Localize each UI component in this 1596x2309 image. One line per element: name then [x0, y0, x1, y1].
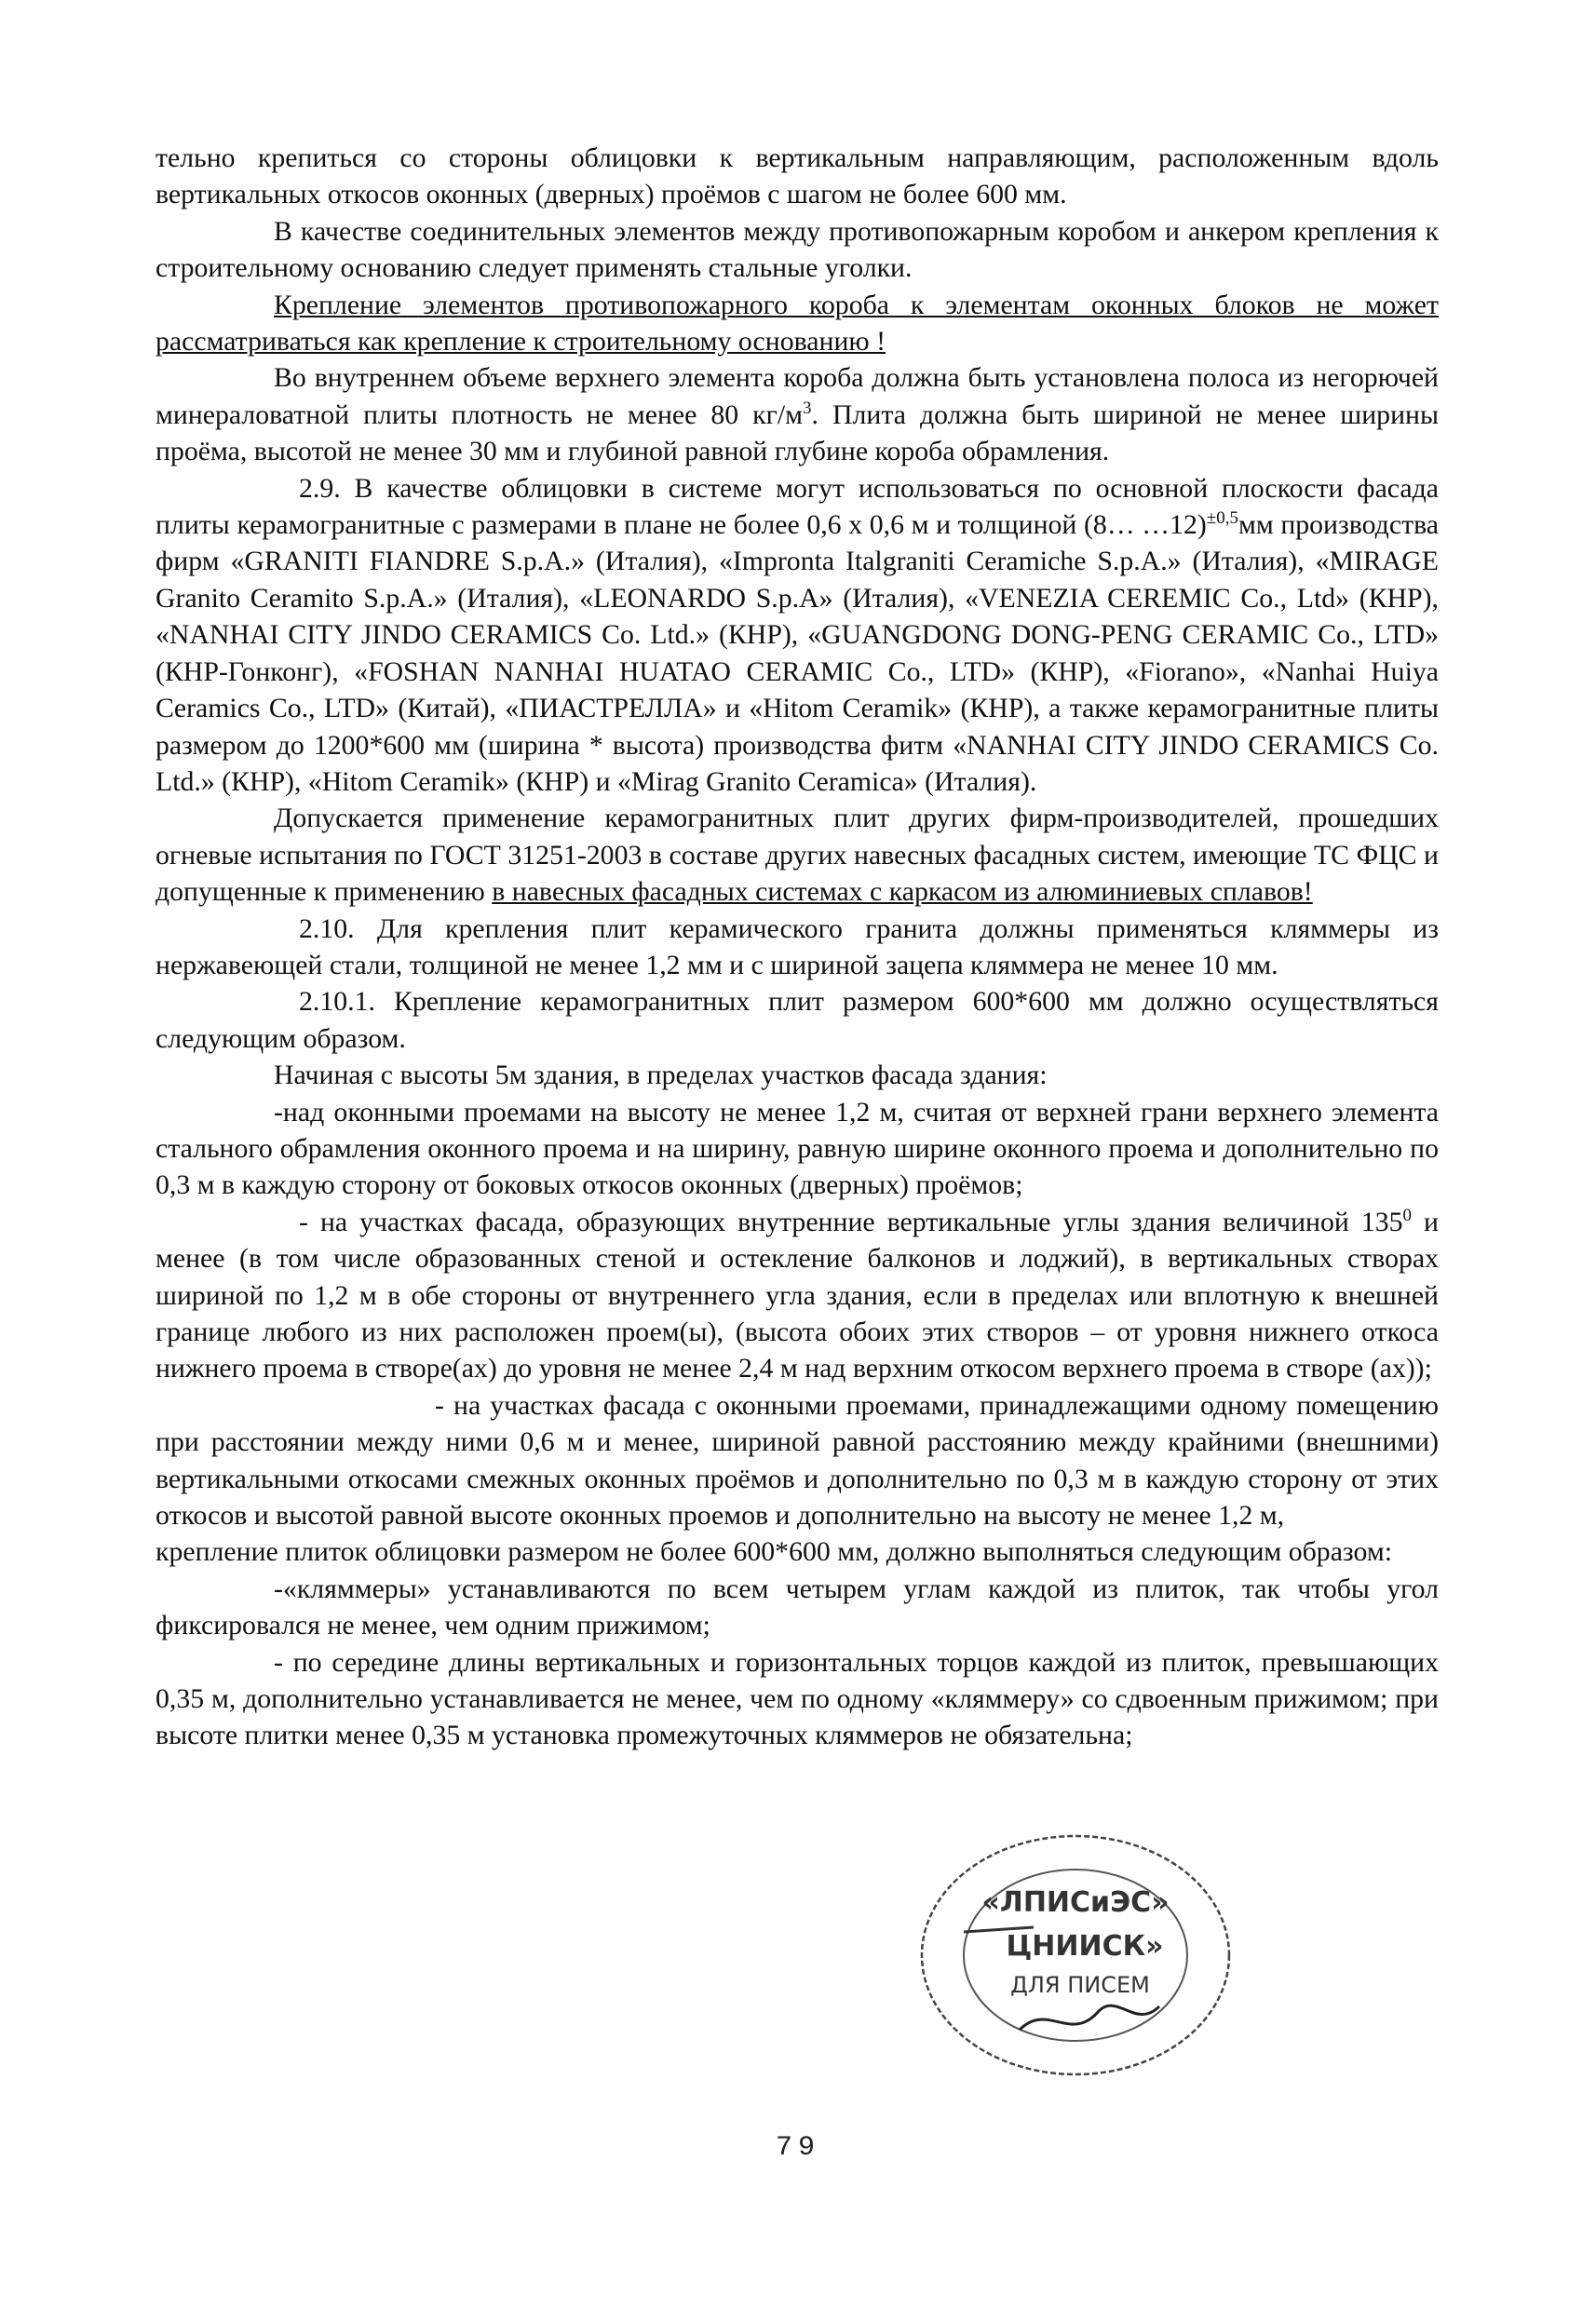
paragraph-2: В качестве соединительных элементов между противопожарным коробом и анкером крепления к строительному основанию следует применять стальные уголки. [156, 215, 1439, 284]
paragraph-3-underlined: Крепление элементов противопожарного короба к элементам оконных блоков не может рассматриваться как крепление к строительному основанию ! [156, 289, 1439, 358]
p11-text-a: - на участках фасада, образующих внутренние вертикальные углы здания величиной 135 [299, 1206, 1403, 1237]
p11-text-b: и менее (в том числе образованных стеной и остекление балконов и лоджий), в вертикальных створах шириной по 1,2 м в обе стороны от внутреннего угла здания, если в пределах или вплотную к внешней границе любого из них расположен проем(ы), (высота обоих этих створов – от уровня нижнего откоса нижнего проема в створе(ах) до уровня не менее 2,4 м над верхним откосом верхнего проема в створе (ах)); [156, 1206, 1439, 1384]
paragraph-11 [156, 1204, 1439, 1387]
p6-underlined: в навесных фасадных системах с каркасом из алюминиевых сплавов! [492, 876, 1313, 908]
p6-text-a: Допускается применение керамогранитных плит других фирм-производителей, прошедших огневые испытания по ГОСТ 31251-2003 в составе других навесных фасадных систем, имеющие ТС ФЦС и допущенные к применению [156, 803, 1439, 908]
p5-superscript: ±0,5 [1206, 508, 1238, 529]
stamp-line-1: «ЛПИСиЭС» [981, 1886, 1170, 1919]
p11-superscript: 0 [1402, 1205, 1413, 1225]
page-number: 79 [775, 2132, 820, 2164]
paragraph-4 [156, 359, 1439, 469]
paragraph-15: - по середине длины вертикальных и горизонтальных торцов каждой из плиток, превышающих 0,35 м, дополнительно устанавливается не менее, чем по одному «кляммеру» со сдвоенным прижимом; при высоте плитки менее 0,35 м установка промежуточных кляммеров не обязательна; [156, 1646, 1439, 1751]
paragraph-12: - на участках фасада с оконными проемами, принадлежащими одному помещению при расстоянии между ними 0,6 м и менее, шириной равной расстоянию между крайними (внешними) вертикальными откосами смежных оконных проёмов и дополнительно по 0,3 м в каждую сторону от этих откосов и высотой равной высоте оконных проемов и дополнительно на высоту не менее 1,2 м, [156, 1389, 1439, 1532]
paragraph-6 [156, 800, 1439, 910]
stamp-seal [908, 1820, 1243, 2086]
paragraph-10: -над оконными проемами на высоту не менее 1,2 м, считая от верхней грани верхнего элемента стального обрамления оконного проема и на ширину, равную ширине оконного проема и дополнительно по 0,3 м в каждую сторону от боковых откосов оконных (дверных) проёмов; [156, 1096, 1439, 1201]
paragraph-2-10-1: 2.10.1. Крепление керамогранитных плит размером 600*600 мм должно осуществляться следующим образом. [156, 986, 1439, 1054]
p5-text-a: 2.9. В качестве облицовки в системе могут использоваться по основной плоскости фасада плиты керамогранитные с размерами в плане не более 0,6 х 0,6 м и толщиной (8… …12) [156, 472, 1439, 541]
p4-superscript: 3 [803, 398, 812, 418]
document-body [156, 140, 1439, 1754]
p4-text-b: . Плита должна быть шириной не менее ширины проёма, высотой не менее 30 мм и глубиной равной глубине короба обрамления. [156, 398, 1439, 467]
p5-text-b: мм производства фирм «GRANITI FIANDRE S.p.A.» (Италия), «Impronta Italgraniti Ceramiche S.p.A.» (Италия), «MIRAGE Granito Ceramito S.p.A.» (Италия), «LEONARDO S.p.A» (Италия), «VENEZIA CEREMIC Co., Ltd» (КНР), «NANHAI CITY JINDO CERAMICS Co. Ltd.» (КНР), «GUANGDONG DONG-PENG CERAMIC Co., LTD» (КНР-Гонконг), «FOSHAN NANHAI HUATAO CERAMIC Co., LTD» (КНР), «Fiorano», «Nanhai Huiya Ceramics Co., LTD» (Китай), «ПИАСТРЕЛЛА» и «Hitom Ceramik» (КНР), а также керамогранитные плиты размером до 1200*600 мм (ширина * высота) производства фитм «NANHAI CITY JINDO CERAMICS Co. Ltd.» (КНР), «Hitom Ceramik» (КНР) и «Mirag Granito Ceramica» (Италия). [156, 509, 1439, 797]
stamp-line-2: ЦНИИСК» [1006, 1930, 1164, 1963]
paragraph-2-10: 2.10. Для крепления плит керамического гранита должны применяться кляммеры из нержавеющей стали, толщиной не менее 1,2 мм и с шириной зацепа кляммера не менее 10 мм. [156, 912, 1439, 980]
paragraph-9: Начиная с высоты 5м здания, в пределах участков фасада здания: [274, 1060, 1048, 1091]
paragraph-13: крепление плиток облицовки размером не более 600*600 мм, должно выполняться следующим образом: [156, 1536, 1392, 1568]
paragraph-1: тельно крепиться со стороны облицовки к вертикальным направляющим, расположенным вдоль вертикальных откосов оконных (дверных) проёмов с шагом не более 600 мм. [156, 142, 1439, 210]
p4-text-a: Во внутреннем объеме верхнего элемента короба должна быть установлена полоса из негорючей минераловатной плиты плотность не менее 80 кг/м [156, 362, 1439, 430]
paragraph-14: -«кляммеры» устанавливаются по всем четырем углам каждой из плиток, так чтобы угол фиксировался не менее, чем одним прижимом; [156, 1573, 1439, 1641]
paragraph-2-9 [156, 470, 1439, 801]
stamp-line-3: ДЛЯ ПИСЕМ [1010, 1972, 1150, 1998]
